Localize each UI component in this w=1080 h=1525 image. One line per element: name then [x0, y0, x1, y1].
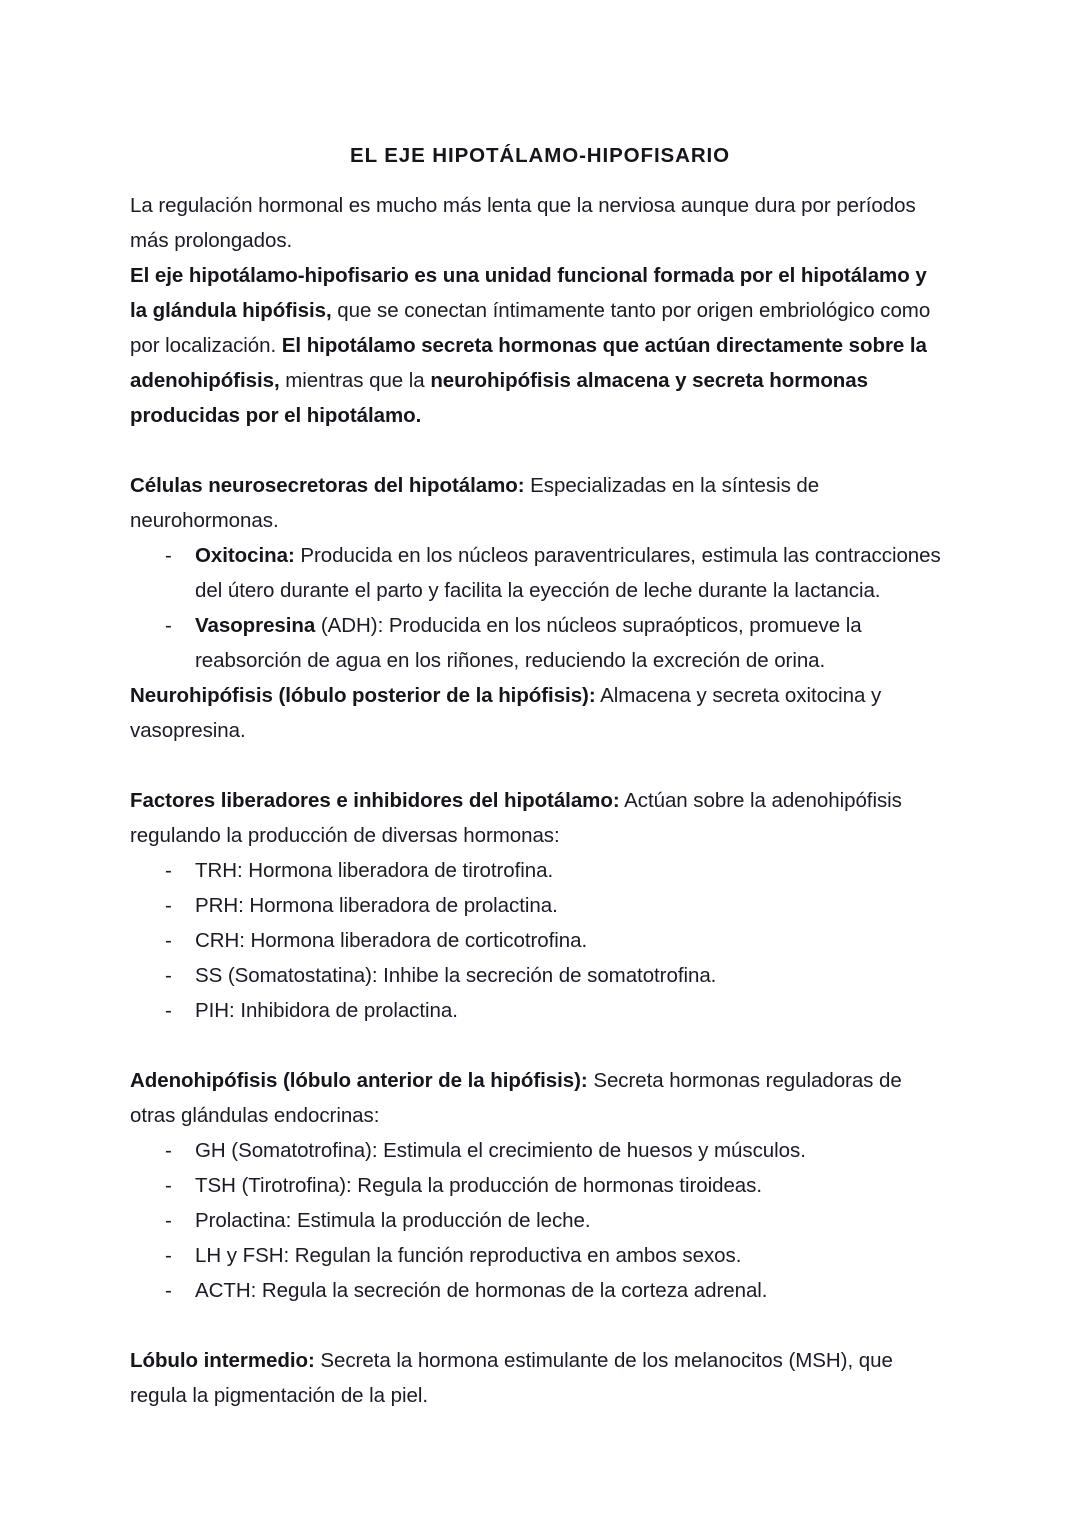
bold-run: Neurohipófisis (lóbulo posterior de la hipófisis): [130, 684, 596, 707]
list-item [130, 958, 948, 993]
list-item-text: Prolactina: Estimula la producción de leche. [195, 1209, 591, 1232]
list-item-text: TRH: Hormona liberadora de tirotrofina. [195, 859, 554, 882]
bold-run: Lóbulo intermedio: [130, 1349, 315, 1372]
list-item [130, 608, 948, 678]
paragraph-lobulo-intermedio: Lóbulo intermedio: Secreta la hormona estimulante de los melanocitos (MSH), que regula la pigmentación de la piel. [130, 1349, 893, 1407]
bold-run: El hipotálamo secreta hormonas que actúan directamente sobre la adenohipófisis, [130, 334, 927, 392]
list-adenohipofisis-bullets [130, 1133, 948, 1308]
bullet-dash-icon: - [165, 1244, 172, 1267]
list-item-text: Oxitocina: Producida en los núcleos paraventriculares, estimula las contracciones del útero durante el parto y facilita la eyección de leche durante la lactancia. [195, 544, 941, 602]
list-item-text: PIH: Inhibidora de prolactina. [195, 999, 458, 1022]
bold-run: Adenohipófisis (lóbulo anterior de la hipófisis): [130, 1069, 588, 1092]
bullet-dash-icon: - [165, 614, 172, 637]
list-item [130, 923, 948, 958]
list-item [130, 853, 948, 888]
bold-run: El eje hipotálamo-hipofisario es una unidad funcional formada por el hipotálamo y la glándula hipófisis, [130, 264, 927, 322]
bullet-dash-icon: - [165, 1279, 172, 1302]
list-item [130, 993, 948, 1028]
list-item [130, 1238, 948, 1273]
bullet-dash-icon: - [165, 859, 172, 882]
page-title: EL EJE HIPOTÁLAMO-HIPOFISARIO [350, 143, 730, 167]
bullet-dash-icon: - [165, 894, 172, 917]
bullet-dash-icon: - [165, 1209, 172, 1232]
bold-run: Vasopresina [195, 614, 316, 637]
bold-run: Células neurosecretoras del hipotálamo: [130, 474, 525, 497]
list-item-text: LH y FSH: Regulan la función reproductiva en ambos sexos. [195, 1244, 742, 1267]
list-item [130, 1168, 948, 1203]
list-item-text: TSH (Tirotrofina): Regula la producción de hormonas tiroideas. [195, 1174, 762, 1197]
list-item-text: GH (Somatotrofina): Estimula el crecimiento de huesos y músculos. [195, 1139, 806, 1162]
bullet-dash-icon: - [165, 964, 172, 987]
paragraph-adenohipofisis: Adenohipófisis (lóbulo anterior de la hipófisis): Secreta hormonas reguladoras de otras glándulas endocrinas: [130, 1069, 902, 1127]
bullet-dash-icon: - [165, 1174, 172, 1197]
list-item-text: PRH: Hormona liberadora de prolactina. [195, 894, 558, 917]
bullet-dash-icon: - [165, 929, 172, 952]
list-factores-liberadores-bullets [130, 853, 948, 1028]
bold-run: Oxitocina: [195, 544, 295, 567]
document-body [130, 188, 948, 1413]
list-item-text: ACTH: Regula la secreción de hormonas de la corteza adrenal. [195, 1279, 768, 1302]
paragraph-intro: La regulación hormonal es mucho más lenta que la nerviosa aunque dura por períodos más prolongados. El eje hipotálamo-hipofisario es una unidad funcional formada por el hipotálamo y la glándula hipófisis, que se conectan íntimamente tanto por origen embriológico como por localización. El hipotálamo secreta hormonas que actúan directamente sobre la adenohipófisis, mientras que la neurohipófisis almacena y secreta hormonas producidas por el hipotálamo. [130, 194, 931, 427]
list-item-text: CRH: Hormona liberadora de corticotrofina. [195, 929, 588, 952]
list-item [130, 888, 948, 923]
list-item [130, 1273, 948, 1308]
list-item-text: Vasopresina (ADH): Producida en los núcleos supraópticos, promueve la reabsorción de agua en los riñones, reduciendo la excreción de orina. [195, 614, 862, 672]
list-celulas-neurosecretoras-bullets [130, 538, 948, 678]
bold-run: neurohipófisis almacena y secreta hormonas producidas por el hipotálamo. [130, 369, 868, 427]
bullet-dash-icon: - [165, 1139, 172, 1162]
paragraph-factores-liberadores: Factores liberadores e inhibidores del hipotálamo: Actúan sobre la adenohipófisis regulando la producción de diversas hormonas: [130, 789, 902, 847]
list-item [130, 1203, 948, 1238]
paragraph-neurohipofisis: Neurohipófisis (lóbulo posterior de la hipófisis): Almacena y secreta oxitocina y vasopresina. [130, 684, 882, 742]
bullet-dash-icon: - [165, 999, 172, 1022]
bold-run: Factores liberadores e inhibidores del hipotálamo: [130, 789, 620, 812]
list-item [130, 538, 948, 608]
paragraph-celulas-neurosecretoras: Células neurosecretoras del hipotálamo: Especializadas en la síntesis de neurohormonas. [130, 474, 820, 532]
list-item-text: SS (Somatostatina): Inhibe la secreción de somatotrofina. [195, 964, 717, 987]
list-item [130, 1133, 948, 1168]
bullet-dash-icon: - [165, 544, 172, 567]
